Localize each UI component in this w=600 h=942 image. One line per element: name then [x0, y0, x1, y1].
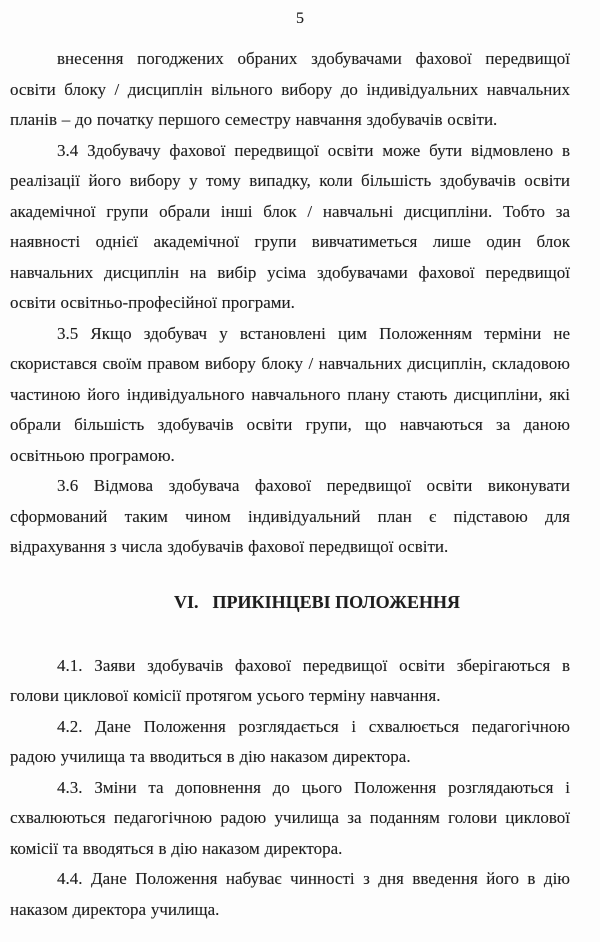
section-3-body — [10, 44, 570, 563]
section-4-body — [10, 651, 570, 926]
section-vi-heading — [64, 589, 570, 615]
page-number: 5 — [296, 10, 304, 27]
paragraph-4-1: 4.1. Заяви здобувачів фахової передвищої освіти зберігаються в голови циклової комісії протягом усього терміну навчання. — [10, 655, 570, 705]
paragraph-4-2: 4.2. Дане Положення розглядається і схвалюється педагогічною радою училища та вводиться в дію наказом директора. — [10, 716, 570, 766]
heading-number: VI. — [174, 591, 199, 612]
paragraph-3-4: 3.4 Здобувачу фахової передвищої освіти може бути відмовлено в реалізації його вибору у тому випадку, коли більшість здобувачів освіти академічної групи обрали інші блок / навчальні дисципліни. Тобто за наявності однієї академічної групи вивчатиметься лише один блок навчальних дисциплін на вибір усіма здобувачами фахової передвищої освіти освітньо-професійної програми. — [10, 140, 570, 312]
paragraph-continuation: внесення погоджених обраних здобувачами фахової передвищої освіти блоку / дисциплін вільного вибору до індивідуальних навчальних планів – до початку першого семестру навчання здобувачів освіти. — [10, 49, 570, 129]
paragraph-3-5: 3.5 Якщо здобувач у встановлені цим Положенням терміни не скористався своїм правом вибору блоку / навчальних дисциплін, складовою частиною його індивідуального навчального плану стають дисципліни, які обрали більшість здобувачів освіти групи, що навчаються за даною освітньою програмою. — [10, 323, 570, 465]
paragraph-4-3: 4.3. Зміни та доповнення до цього Положення розглядаються і схвалюються педагогічною радою училища за поданням голови циклової комісії та вводяться в дію наказом директора. — [10, 777, 570, 858]
heading-title: ПРИКІНЦЕВІ ПОЛОЖЕННЯ — [212, 591, 460, 612]
paragraph-3-6: 3.6 Відмова здобувача фахової передвищої освіти виконувати сформований таким чином індивідуальний план є підставою для відрахування з числа здобувачів фахової передвищої освіти. — [10, 476, 570, 556]
paragraph-4-4: 4.4. Дане Положення набуває чинності з дня введення його в дію наказом директора училища. — [10, 869, 570, 919]
